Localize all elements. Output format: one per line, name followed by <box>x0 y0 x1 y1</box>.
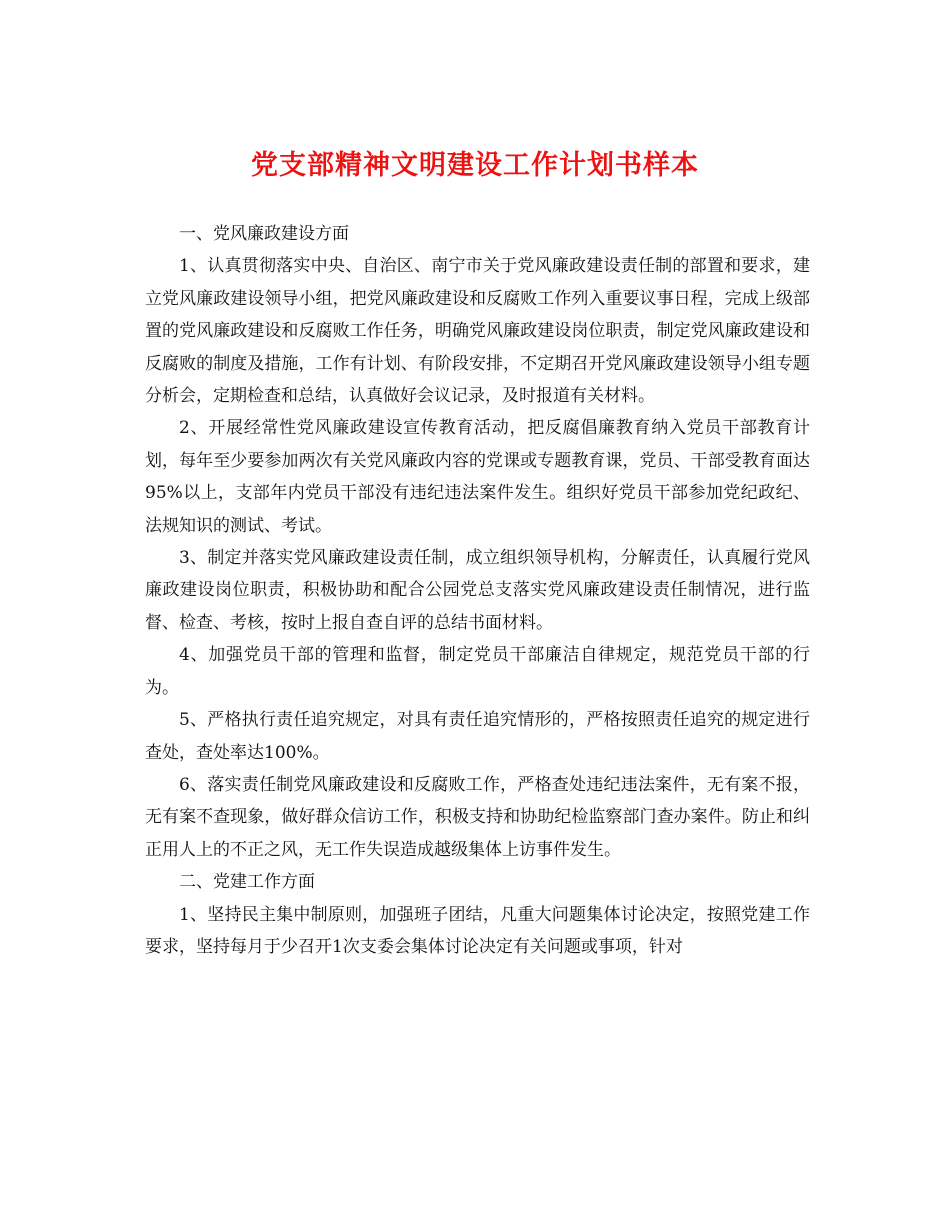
paragraph: 1、坚持民主集中制原则，加强班子团结，凡重大问题集体讨论决定，按照党建工作要求，坚持每月于少召开1次支委会集体讨论决定有关问题或事项，针对 <box>145 904 810 957</box>
paragraph: 5、严格执行责任追究规定，对具有责任追究情形的，严格按照责任追究的规定进行查处，查处率达100%。 <box>145 710 810 763</box>
section-heading-1: 一、党风廉政建设方面 <box>179 224 349 244</box>
paragraph: 2、开展经常性党风廉政建设宣传教育活动，把反腐倡廉教育纳入党员干部教育计划，每年至少要参加两次有关党风廉政内容的党课或专题教育课，党员、干部受教育面达95%以上，支部年内党员干部没有违纪违法案件发生。组织好党员干部参加党纪政纪、法规知识的测试、考试。 <box>145 418 810 536</box>
paragraph: 1、认真贯彻落实中央、自治区、南宁市关于党风廉政建设责任制的部置和要求，建立党风廉政建设领导小组，把党风廉政建设和反腐败工作列入重要议事日程，完成上级部置的党风廉政建设和反腐败工作任务，明确党风廉政建设岗位职责，制定党风廉政建设和反腐败的制度及措施，工作有计划、有阶段安排，不定期召开党风廉政建设领导小组专题分析会，定期检查和总结，认真做好会议记录，及时报道有关材料。 <box>145 256 810 407</box>
document-body <box>145 218 810 963</box>
paragraph: 4、加强党员干部的管理和监督，制定党员干部廉洁自律规定，规范党员干部的行为。 <box>145 645 810 698</box>
document-title: 党支部精神文明建设工作计划书样本 <box>251 150 699 181</box>
section-heading-2: 二、党建工作方面 <box>179 872 315 893</box>
paragraph: 3、制定并落实党风廉政建设责任制，成立组织领导机构，分解责任，认真履行党风廉政建设岗位职责，积极协助和配合公园党总支落实党风廉政建设责任制情况，进行监督、检查、考核，按时上报自查自评的总结书面材料。 <box>145 548 810 633</box>
paragraph: 6、落实责任制党风廉政建设和反腐败工作，严格查处违纪违法案件，无有案不报，无有案不查现象，做好群众信访工作，积极支持和协助纪检监察部门查办案件。防止和纠正用人上的不正之风，无工作失误造成越级集体上访事件发生。 <box>145 774 810 860</box>
